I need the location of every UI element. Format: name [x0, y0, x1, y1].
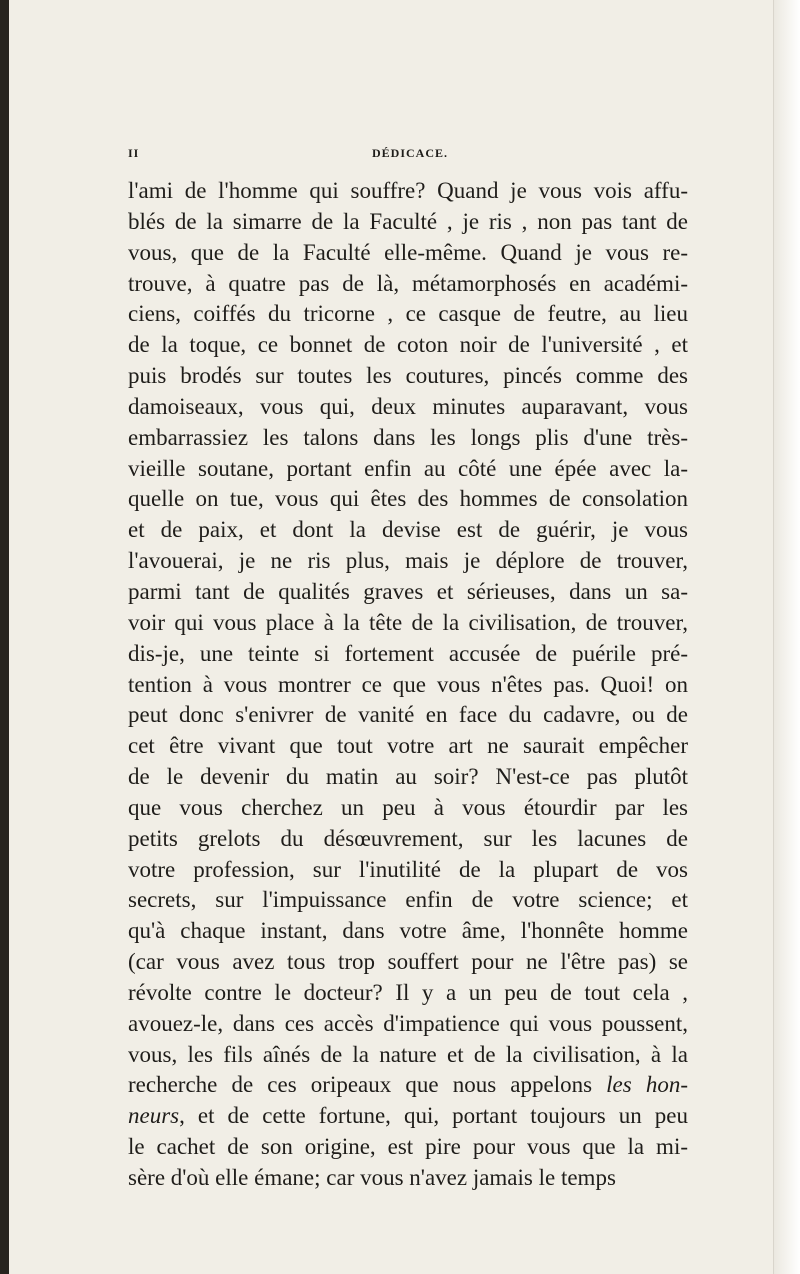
text-line: révolte contre le docteur? Il y a un peu de tout cela , — [128, 979, 688, 1005]
page-header — [128, 146, 688, 168]
text-line: que vous cherchez un peu à vous étourdir par les — [128, 794, 688, 820]
text-line: l'avouerai, je ne ris plus, mais je déplore de trouver, — [128, 548, 688, 574]
text-line: quelle on tue, vous qui êtes des hommes de consolation — [128, 486, 688, 512]
text-line: qu'à chaque instant, dans votre âme, l'honnête homme — [128, 918, 688, 944]
text-line: petits grelots du désœuvrement, sur les lacunes de — [128, 825, 688, 851]
text-line: (car vous avez tous trop souffert pour ne l'être pas) se — [128, 949, 688, 975]
page-number: II — [128, 146, 140, 160]
text-line: de la toque, ce bonnet de coton noir de l'université , et — [128, 332, 688, 358]
text-line: ciens, coiffés du tricorne , ce casque de feutre, au lieu — [128, 301, 688, 327]
text-line: voir qui vous place à la tête de la civilisation, de trouver, — [128, 609, 688, 635]
text-line: cet être vivant que tout votre art ne saurait empêcher — [128, 733, 688, 759]
text-line: vieille soutane, portant enfin au côté une épée avec la- — [128, 455, 688, 481]
text-line: tention à vous montrer ce que vous n'êtes pas. Quoi! on — [128, 671, 688, 697]
text-line: trouve, à quatre pas de là, métamorphosés en académi- — [128, 270, 688, 296]
text-line: secrets, sur l'impuissance enfin de votre science; et — [128, 887, 688, 913]
text-line: vous, que de la Faculté elle-même. Quand je vous re- — [128, 239, 688, 265]
text-line: vous, les fils aînés de la nature et de la civilisation, à la — [128, 1041, 688, 1067]
text-segment: recherche de ces oripeaux que nous appelons — [128, 1072, 593, 1098]
text-line: l'ami de l'homme qui souffre? Quand je vous vois affu- — [128, 178, 688, 203]
italic-text: les hon- — [606, 1072, 688, 1098]
text-line: puis brodés sur toutes les coutures, pincés comme des — [128, 363, 688, 389]
page-binding-shadow — [0, 0, 9, 1274]
running-head: DÉDICACE. — [372, 146, 449, 160]
text-line: votre profession, sur l'inutilité de la plupart de vos — [128, 856, 688, 882]
text-line — [128, 1070, 688, 1101]
text-line: parmi tant de qualités graves et sérieuses, dans un sa- — [128, 578, 688, 604]
text-line: dis-je, une teinte si fortement accusée de puérile pré- — [128, 640, 688, 666]
page-edge — [773, 0, 800, 1274]
text-line — [128, 1101, 688, 1132]
text-line: blés de la simarre de la Faculté , je ris , non pas tant de — [128, 208, 688, 234]
text-line: avouez-le, dans ces accès d'impatience qui vous poussent, — [128, 1010, 688, 1036]
text-line: damoiseaux, vous qui, deux minutes auparavant, vous — [128, 393, 688, 419]
text-line: le cachet de son origine, est pire pour vous que la mi- — [128, 1134, 688, 1160]
text-line: embarrassiez les talons dans les longs plis d'une très- — [128, 424, 688, 450]
text-line: sère d'où elle émane; car vous n'avez jamais le temps — [128, 1165, 616, 1190]
body-text — [128, 176, 688, 1194]
text-line: peut donc s'enivrer de vanité en face du cadavre, ou de — [128, 702, 688, 728]
text-line: de le devenir du matin au soir? N'est-ce pas plutôt — [128, 764, 688, 790]
italic-text: neurs — [128, 1103, 180, 1129]
text-line: et de paix, et dont la devise est de guérir, je vous — [128, 517, 688, 543]
text-segment: , et de cette fortune, qui, portant toujours un peu — [179, 1103, 688, 1129]
